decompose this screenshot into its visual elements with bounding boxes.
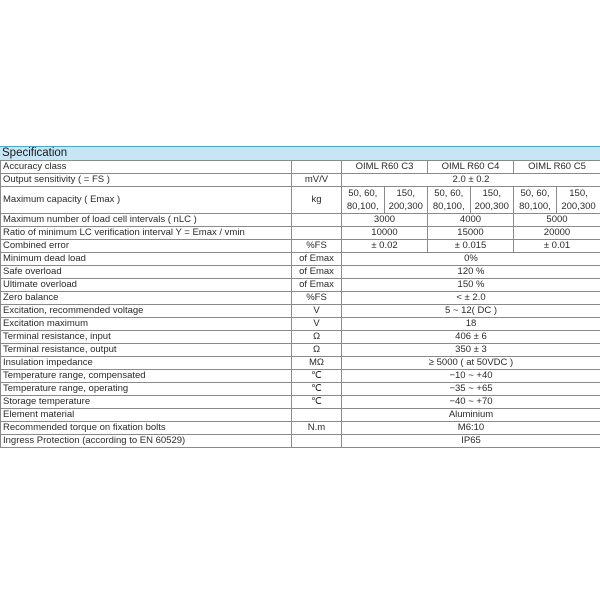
row-value: ± 0.01 — [514, 240, 600, 253]
table-row — [1, 174, 600, 187]
row-value: 18 — [342, 318, 600, 331]
row-value: −10 ~ +40 — [342, 370, 600, 383]
row-label: Ingress Protection (according to EN 60529) — [1, 435, 292, 448]
row-value: 10000 — [342, 227, 428, 240]
row-unit: kg — [292, 187, 342, 214]
table-row — [1, 344, 600, 357]
capacity-value: 80,100, — [432, 201, 465, 212]
capacity-value: 200,300 — [474, 201, 509, 212]
spec-table — [0, 160, 600, 448]
table-row — [1, 318, 600, 331]
specification-sheet — [0, 146, 600, 448]
row-unit: mV/V — [292, 174, 342, 187]
row-unit: %FS — [292, 240, 342, 253]
row-unit — [292, 161, 342, 174]
row-label: Temperature range, operating — [1, 383, 292, 396]
row-label: Output sensitivity ( = FS ) — [1, 174, 292, 187]
table-row — [1, 266, 600, 279]
row-unit — [292, 227, 342, 240]
row-value: ± 0.02 — [342, 240, 428, 253]
row-value: 0% — [342, 253, 600, 266]
table-row — [1, 305, 600, 318]
row-label: Zero balance — [1, 292, 292, 305]
table-row — [1, 240, 600, 253]
table-row — [1, 214, 600, 227]
row-value: 5 ~ 12( DC ) — [342, 305, 600, 318]
row-label: Minimum dead load — [1, 253, 292, 266]
capacity-value: 80,100, — [346, 201, 379, 212]
row-unit: Ω — [292, 331, 342, 344]
row-unit: ℃ — [292, 370, 342, 383]
row-unit: V — [292, 305, 342, 318]
row-value: 5000 — [514, 214, 600, 227]
table-row — [1, 357, 600, 370]
row-value: 2.0 ± 0.2 — [342, 174, 600, 187]
row-label: Recommended torque on fixation bolts — [1, 422, 292, 435]
capacity-value: 200,300 — [388, 201, 423, 212]
row-unit: of Emax — [292, 279, 342, 292]
capacity-value: 200,300 — [561, 201, 596, 212]
row-value: M6:10 — [342, 422, 600, 435]
row-value: 350 ± 3 — [342, 344, 600, 357]
row-unit: %FS — [292, 292, 342, 305]
row-value: 406 ± 6 — [342, 331, 600, 344]
row-label: Maximum capacity ( Emax ) — [1, 187, 292, 214]
row-value: 4000 — [428, 214, 514, 227]
table-row — [1, 435, 600, 448]
capacity-value: 50, 60, — [348, 188, 378, 199]
row-label: Storage temperature — [1, 396, 292, 409]
table-row — [1, 396, 600, 409]
row-label: Ultimate overload — [1, 279, 292, 292]
row-unit: Ω — [292, 344, 342, 357]
row-unit: N.m — [292, 422, 342, 435]
row-label: Maximum number of load cell intervals ( nLC ) — [1, 214, 292, 227]
row-label: Terminal resistance, output — [1, 344, 292, 357]
row-label: Terminal resistance, input — [1, 331, 292, 344]
table-row — [1, 279, 600, 292]
section-title: Specification — [0, 146, 600, 160]
capacity-value: 150, — [482, 188, 501, 199]
capacity-value: 150, — [569, 188, 588, 199]
row-unit: ℃ — [292, 396, 342, 409]
row-value: ≥ 5000 ( at 50VDC ) — [342, 357, 600, 370]
table-row — [1, 409, 600, 422]
row-label: Insulation impedance — [1, 357, 292, 370]
capacity-cell-c5 — [514, 187, 600, 214]
table-row — [1, 253, 600, 266]
row-value: 3000 — [342, 214, 428, 227]
table-row — [1, 422, 600, 435]
row-unit: MΩ — [292, 357, 342, 370]
row-value: IP65 — [342, 435, 600, 448]
row-label: Element material — [1, 409, 292, 422]
table-row — [1, 370, 600, 383]
row-label: Excitation maximum — [1, 318, 292, 331]
capacity-value: 50, 60, — [434, 188, 464, 199]
row-label: Accuracy class — [1, 161, 292, 174]
table-row — [1, 331, 600, 344]
row-unit: V — [292, 318, 342, 331]
table-row — [1, 227, 600, 240]
capacity-value: 50, 60, — [520, 188, 550, 199]
row-label: Temperature range, compensated — [1, 370, 292, 383]
row-value: 150 % — [342, 279, 600, 292]
row-value: ± 0.015 — [428, 240, 514, 253]
capacity-cell-c3 — [342, 187, 428, 214]
row-value: 120 % — [342, 266, 600, 279]
capacity-value: 150, — [396, 188, 415, 199]
model-header: OIML R60 C5 — [514, 161, 600, 174]
row-unit — [292, 435, 342, 448]
row-unit: of Emax — [292, 266, 342, 279]
table-row — [1, 383, 600, 396]
row-unit: of Emax — [292, 253, 342, 266]
row-label: Ratio of minimum LC verification interval Y = Emax / vmin — [1, 227, 292, 240]
row-value: −35 ~ +65 — [342, 383, 600, 396]
row-value: Aluminium — [342, 409, 600, 422]
row-value: 15000 — [428, 227, 514, 240]
table-row — [1, 161, 600, 174]
row-unit — [292, 214, 342, 227]
row-value: 20000 — [514, 227, 600, 240]
row-value: < ± 2.0 — [342, 292, 600, 305]
table-row — [1, 292, 600, 305]
row-unit: ℃ — [292, 383, 342, 396]
row-value: −40 ~ +70 — [342, 396, 600, 409]
model-header: OIML R60 C3 — [342, 161, 428, 174]
model-header: OIML R60 C4 — [428, 161, 514, 174]
table-row — [1, 187, 600, 214]
row-label: Combined error — [1, 240, 292, 253]
row-label: Safe overload — [1, 266, 292, 279]
row-unit — [292, 409, 342, 422]
row-label: Excitation, recommended voltage — [1, 305, 292, 318]
capacity-cell-c4 — [428, 187, 514, 214]
capacity-value: 80,100, — [519, 201, 551, 212]
